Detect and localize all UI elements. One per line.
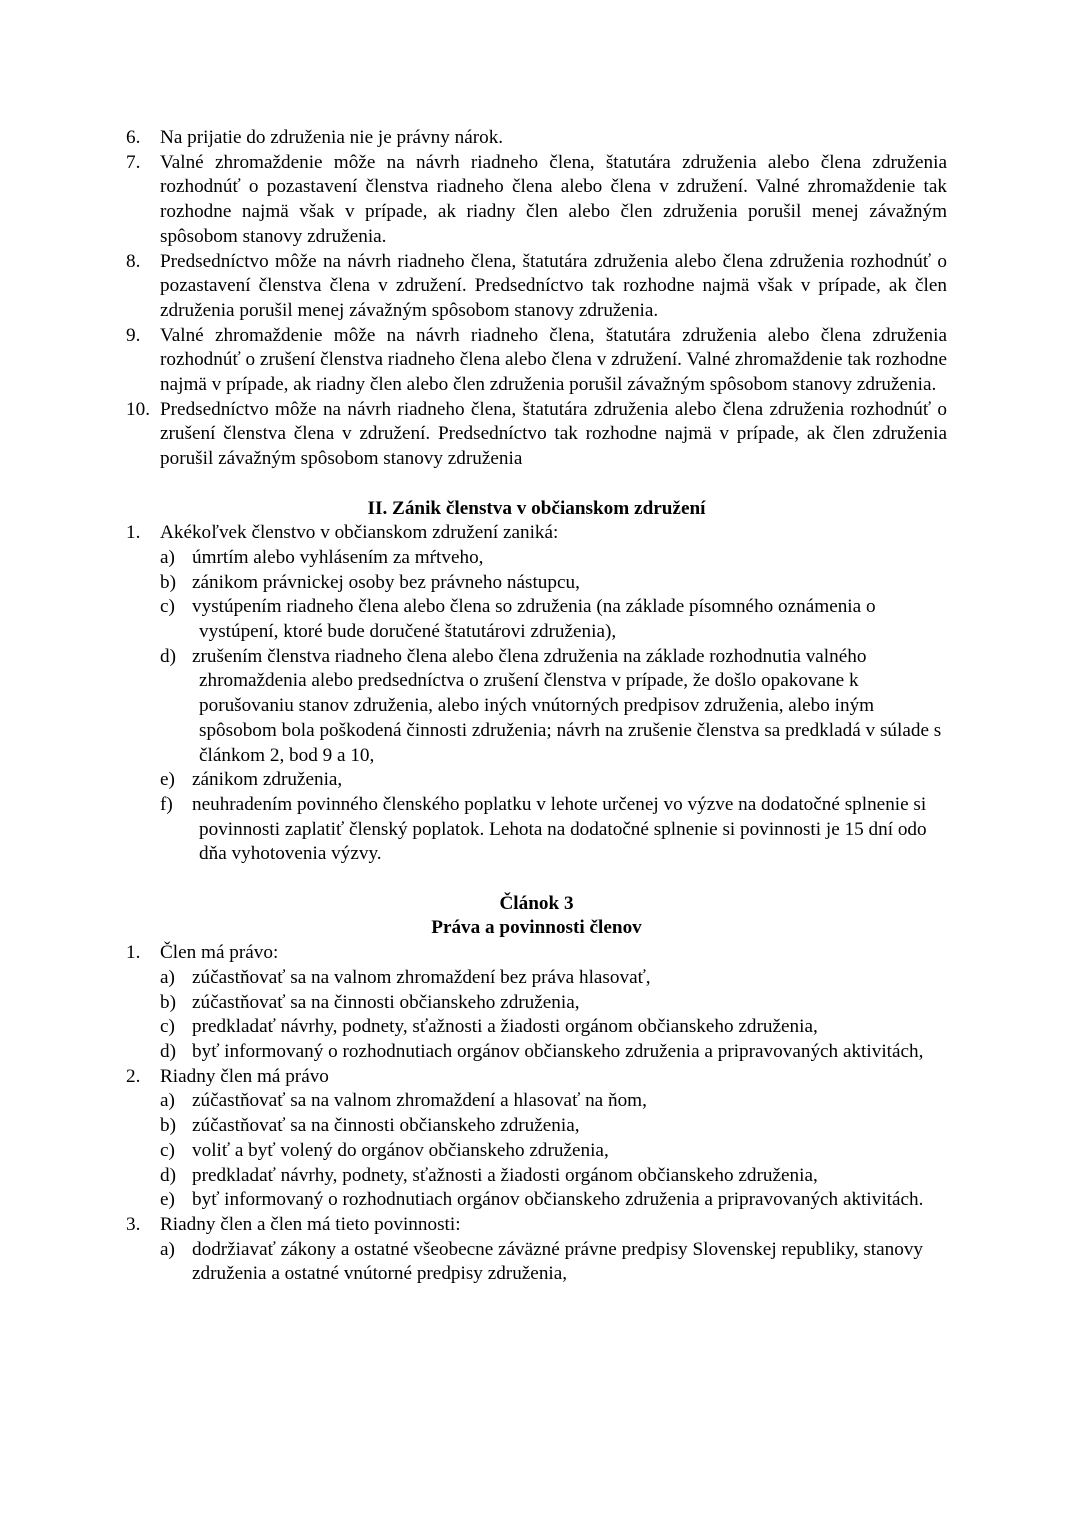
sub-item-letter: c)	[160, 1139, 175, 1161]
list-item	[126, 126, 947, 151]
sub-item	[160, 1015, 947, 1040]
sub-item	[160, 1114, 947, 1139]
sub-item-letter: a)	[160, 546, 175, 568]
sub-item-letter: f)	[160, 793, 173, 815]
item-number: 8.	[126, 250, 141, 272]
item-text: Riadny člen má právo	[160, 1065, 329, 1087]
sub-item	[160, 546, 947, 571]
article-subtitle: Práva a povinnosti členov	[431, 917, 642, 939]
item-number: 10.	[126, 398, 150, 420]
sub-item	[160, 571, 947, 596]
sub-item-letter: d)	[160, 1164, 176, 1186]
sub-item	[160, 595, 947, 644]
sub-item-text: predkladať návrhy, podnety, sťažnosti a žiadosti orgánom občianskeho združenia,	[192, 1164, 818, 1186]
section-title: II. Zánik členstva v občianskom združení	[367, 497, 706, 519]
sub-item-letter: d)	[160, 1040, 176, 1062]
sub-item-text: zrušením členstva riadneho člena alebo člena združenia na základe rozhodnutia valného zhromaždenia alebo predsedníctva o zrušení členstva v prípade, že došlo opakovane k porušovaniu stanov združenia, alebo iných vnútorných predpisov združenia, alebo iným spôsobom bola poškodená činnosti združenia; návrh na zrušenie členstva sa predkladá v súlade s článkom 2, bod 9 a 10,	[192, 645, 942, 766]
sub-item-text: byť informovaný o rozhodnutiach orgánov občianskeho združenia a pripravovaných aktivitách,	[192, 1040, 924, 1062]
article-title: Článok 3	[499, 892, 574, 914]
item-number: 1.	[126, 942, 141, 964]
sub-item-letter: c)	[160, 596, 175, 618]
item-text: Predsedníctvo môže na návrh riadneho člena, štatutára združenia alebo člena združenia rozhodnúť o zrušení členstva člena v združení. Predsedníctvo tak rozhodne najmä v prípade, ak člen združenia porušil závažným spôsobom stanovy združenia	[160, 398, 947, 470]
list-item	[126, 250, 947, 324]
item-number: 2.	[126, 1065, 141, 1087]
sub-item-text: zúčastňovať sa na valnom zhromaždení a hlasovať na ňom,	[192, 1090, 647, 1112]
sub-item	[160, 991, 947, 1016]
list-item	[126, 398, 947, 472]
sub-item	[160, 645, 947, 769]
spacer	[126, 472, 947, 497]
sub-item	[160, 1164, 947, 1189]
item-number: 9.	[126, 324, 141, 346]
sub-item	[160, 1040, 947, 1065]
sub-item-text: byť informovaný o rozhodnutiach orgánov občianskeho združenia a pripravovaných aktivitách.	[192, 1189, 924, 1211]
sub-item	[160, 1089, 947, 1114]
membership-list	[126, 126, 947, 472]
sub-item-letter: e)	[160, 769, 175, 791]
sub-item	[160, 768, 947, 793]
item-text: Valné zhromaždenie môže na návrh riadneho člena, štatutára združenia alebo člena združenia rozhodnúť o zrušení členstva riadneho člena alebo člena v združení. Valné zhromaždenie tak rozhodne najmä v prípade, ak riadny člen alebo člen združenia porušil závažným spôsobom stanovy združenia.	[160, 324, 947, 396]
sub-item-letter: a)	[160, 1238, 175, 1260]
sub-item-text: vystúpením riadneho člena alebo člena so združenia (na základe písomného oznámenia o vystúpení, ktoré bude doručené štatutárovi združenia),	[192, 596, 876, 643]
sub-item-text: zúčastňovať sa na činnosti občianskeho združenia,	[192, 1115, 580, 1137]
sub-item	[160, 1238, 947, 1287]
sub-item	[160, 1139, 947, 1164]
sub-item	[160, 793, 947, 867]
sub-item-text: neuhradením povinného členského poplatku v lehote určenej vo výzve na dodatočné splnenie si povinnosti zaplatiť členský poplatok. Lehota na dodatočné splnenie si povinnosti je 15 dní odo dňa vyhotovenia výzvy.	[192, 793, 927, 865]
sub-item-letter: a)	[160, 966, 175, 988]
list-item	[126, 151, 947, 250]
sub-item-letter: c)	[160, 1016, 175, 1038]
list-item	[126, 941, 947, 966]
spacer	[126, 867, 947, 892]
list-item	[126, 1213, 947, 1238]
sub-item-letter: b)	[160, 991, 176, 1013]
sub-item-letter: a)	[160, 1090, 175, 1112]
item-number: 6.	[126, 127, 141, 148]
sub-item-letter: d)	[160, 645, 176, 667]
list-item	[126, 324, 947, 398]
list-item	[126, 521, 947, 546]
sub-item-letter: b)	[160, 1115, 176, 1137]
sub-item-text: zánikom združenia,	[192, 769, 343, 791]
sub-item-text: voliť a byť volený do orgánov občianskeho združenia,	[192, 1139, 609, 1161]
item-number: 7.	[126, 151, 141, 173]
sub-item	[160, 966, 947, 991]
sub-item-text: predkladať návrhy, podnety, sťažnosti a žiadosti orgánom občianskeho združenia,	[192, 1016, 818, 1038]
list-item	[126, 1065, 947, 1090]
sub-item-text: dodržiavať zákony a ostatné všeobecne záväzné právne predpisy Slovenskej republiky, stanovy združenia a ostatné vnútorné predpisy združenia,	[192, 1238, 924, 1285]
item-text: Predsedníctvo môže na návrh riadneho člena, štatutára združenia alebo člena združenia rozhodnúť o pozastavení členstva člena v združení. Predsedníctvo tak rozhodne najmä však v prípade, ak člen združenia porušil menej závažným spôsobom stanovy združenia.	[160, 250, 947, 321]
item-text: Riadny člen a člen má tieto povinnosti:	[160, 1213, 461, 1235]
sub-item-text: úmrtím alebo vyhlásením za mŕtveho,	[192, 546, 484, 568]
sub-item-letter: e)	[160, 1189, 175, 1211]
item-number: 3.	[126, 1213, 141, 1235]
sub-item	[160, 1188, 947, 1213]
sub-item-text: zánikom právnickej osoby bez právneho nástupcu,	[192, 571, 580, 593]
item-text: Valné zhromaždenie môže na návrh riadneho člena, štatutára združenia alebo člena združenia rozhodnúť o pozastavení členstva riadneho člena alebo člena v združení. Valné zhromaždenie tak rozhodne najmä však v prípade, ak riadny člen alebo člen združenia porušil menej závažným spôsobom stanovy združenia.	[160, 151, 947, 247]
item-text: Akékoľvek členstvo v občianskom združení zaniká:	[160, 522, 559, 544]
sub-item-text: zúčastňovať sa na činnosti občianskeho združenia,	[192, 991, 580, 1013]
item-text: Člen má právo:	[160, 942, 279, 964]
sub-item-text: zúčastňovať sa na valnom zhromaždení bez práva hlasovať,	[192, 966, 651, 988]
item-number: 1.	[126, 522, 141, 544]
item-text: Na prijatie do združenia nie je právny nárok.	[160, 127, 504, 148]
sub-item-letter: b)	[160, 571, 176, 593]
